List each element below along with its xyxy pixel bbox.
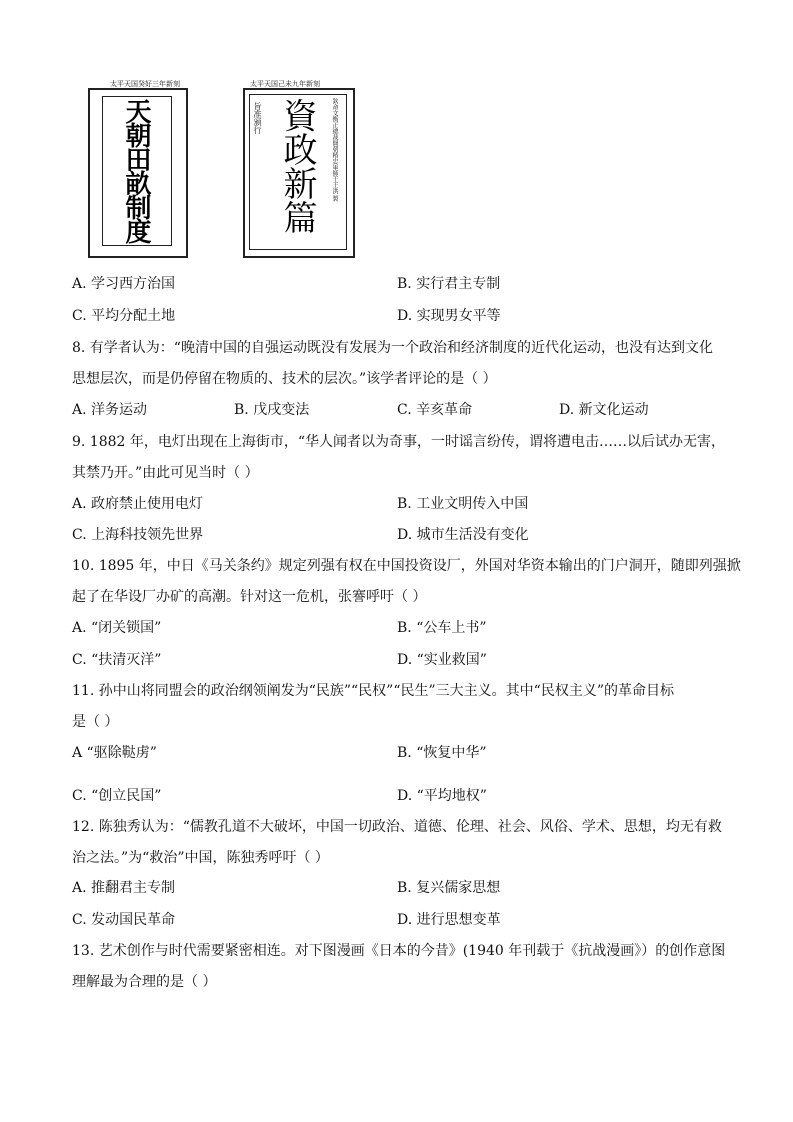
q10-stem-line2: 起了在华设厂办矿的高潮。针对这一危机，张謇呼吁（ ）: [72, 589, 427, 605]
q8-stem-line2: 思想层次，而是仍停留在物质的、技术的层次。”该学者评论的是（ ）: [72, 371, 497, 387]
q9-stem-line1: 9. 1882 年，电灯出现在上海街市，“华人闻者以为奇事，一时谣言纷传，谓将遭电击……以后试办无害，: [72, 434, 726, 450]
q12-stem-line1: 12. 陈独秀认为：“儒教孔道不大破坏，中国一切政治、道德、伦理、社会、风俗、学术、思想，均无有救: [72, 819, 722, 835]
q11-option-b: B. “恢复中华”: [397, 745, 487, 761]
q10-option-b: B. “公车上书”: [397, 620, 487, 636]
q12-option-a: A. 推翻君主专制: [72, 880, 176, 896]
q10-option-a: A. “闭关锁国”: [72, 620, 162, 636]
q10-stem-line1: 10. 1895 年，中日《马关条约》规定列强有权在中国投资设厂，外国对华资本输出的门户洞开，随即列强掀: [72, 558, 741, 574]
q9-option-d: D. 城市生活没有变化: [397, 527, 529, 543]
q7-option-c: C. 平均分配土地: [72, 308, 176, 324]
q11-option-d: D. “平均地权”: [397, 788, 487, 804]
q12-stem-line2: 治之法。”为“救治”中国，陈独秀呼吁（ ）: [72, 850, 329, 866]
book1-cover: [88, 88, 188, 258]
book2-caption: 太平天国己未九年新刻: [250, 80, 320, 88]
q11-option-a: A “驱除鞑虏”: [72, 745, 157, 761]
book2-cover: [243, 88, 355, 258]
q9-stem-line2: 其禁乃开。”由此可见当时（ ）: [72, 465, 259, 481]
book2-side-right: 欽命文衡正總裁開朝精忠軍師干王洪 製: [331, 98, 338, 202]
q10-option-c: C. “扶清灭洋”: [72, 652, 162, 668]
q9-option-b: B. 工业文明传入中国: [397, 496, 529, 512]
q12-option-d: D. 进行思想变革: [397, 912, 501, 928]
q13-stem-line2: 理解最为合理的是（ ）: [72, 974, 217, 990]
q11-stem-line2: 是（ ）: [72, 714, 119, 730]
q10-option-d: D. “实业救国”: [397, 652, 487, 668]
q8-option-b: B. 戊戌变法: [234, 402, 310, 418]
q8-option-a: A. 洋务运动: [72, 402, 148, 418]
q13-stem-line1: 13. 艺术创作与时代需要紧密相连。对下图漫画《日本的今昔》(1940 年刊载于《抗战漫画》）的创作意图: [72, 943, 726, 959]
q8-option-c: C. 辛亥革命: [397, 402, 473, 418]
q7-option-d: D. 实现男女平等: [397, 308, 501, 324]
book2-title: 資政新篇: [277, 98, 317, 234]
book1-title: 天朝田畝制度: [121, 98, 151, 242]
q12-option-c: C. 发动国民革命: [72, 912, 176, 928]
q11-stem-line1: 11. 孙中山将同盟会的政治纲领阐发为“民族”“民权”“民生”三大主义。其中“民权主义”的革命目标: [72, 683, 674, 699]
q8-option-d: D. 新文化运动: [559, 402, 649, 418]
book1-caption: 太平天国癸好三年新刻: [110, 80, 180, 88]
q7-option-a: A. 学习西方治国: [72, 276, 176, 292]
q8-stem-line1: 8. 有学者认为：“晚清中国的自强运动既没有发展为一个政治和经济制度的近代化运动，也没有达到文化: [72, 340, 713, 356]
q7-option-b: B. 实行君主专制: [397, 276, 501, 292]
book2-side-left: 旨准頒行: [253, 102, 262, 134]
q9-option-c: C. 上海科技领先世界: [72, 527, 204, 543]
q12-option-b: B. 复兴儒家思想: [397, 880, 501, 896]
q11-option-c: C. “创立民国”: [72, 788, 162, 804]
q9-option-a: A. 政府禁止使用电灯: [72, 496, 204, 512]
